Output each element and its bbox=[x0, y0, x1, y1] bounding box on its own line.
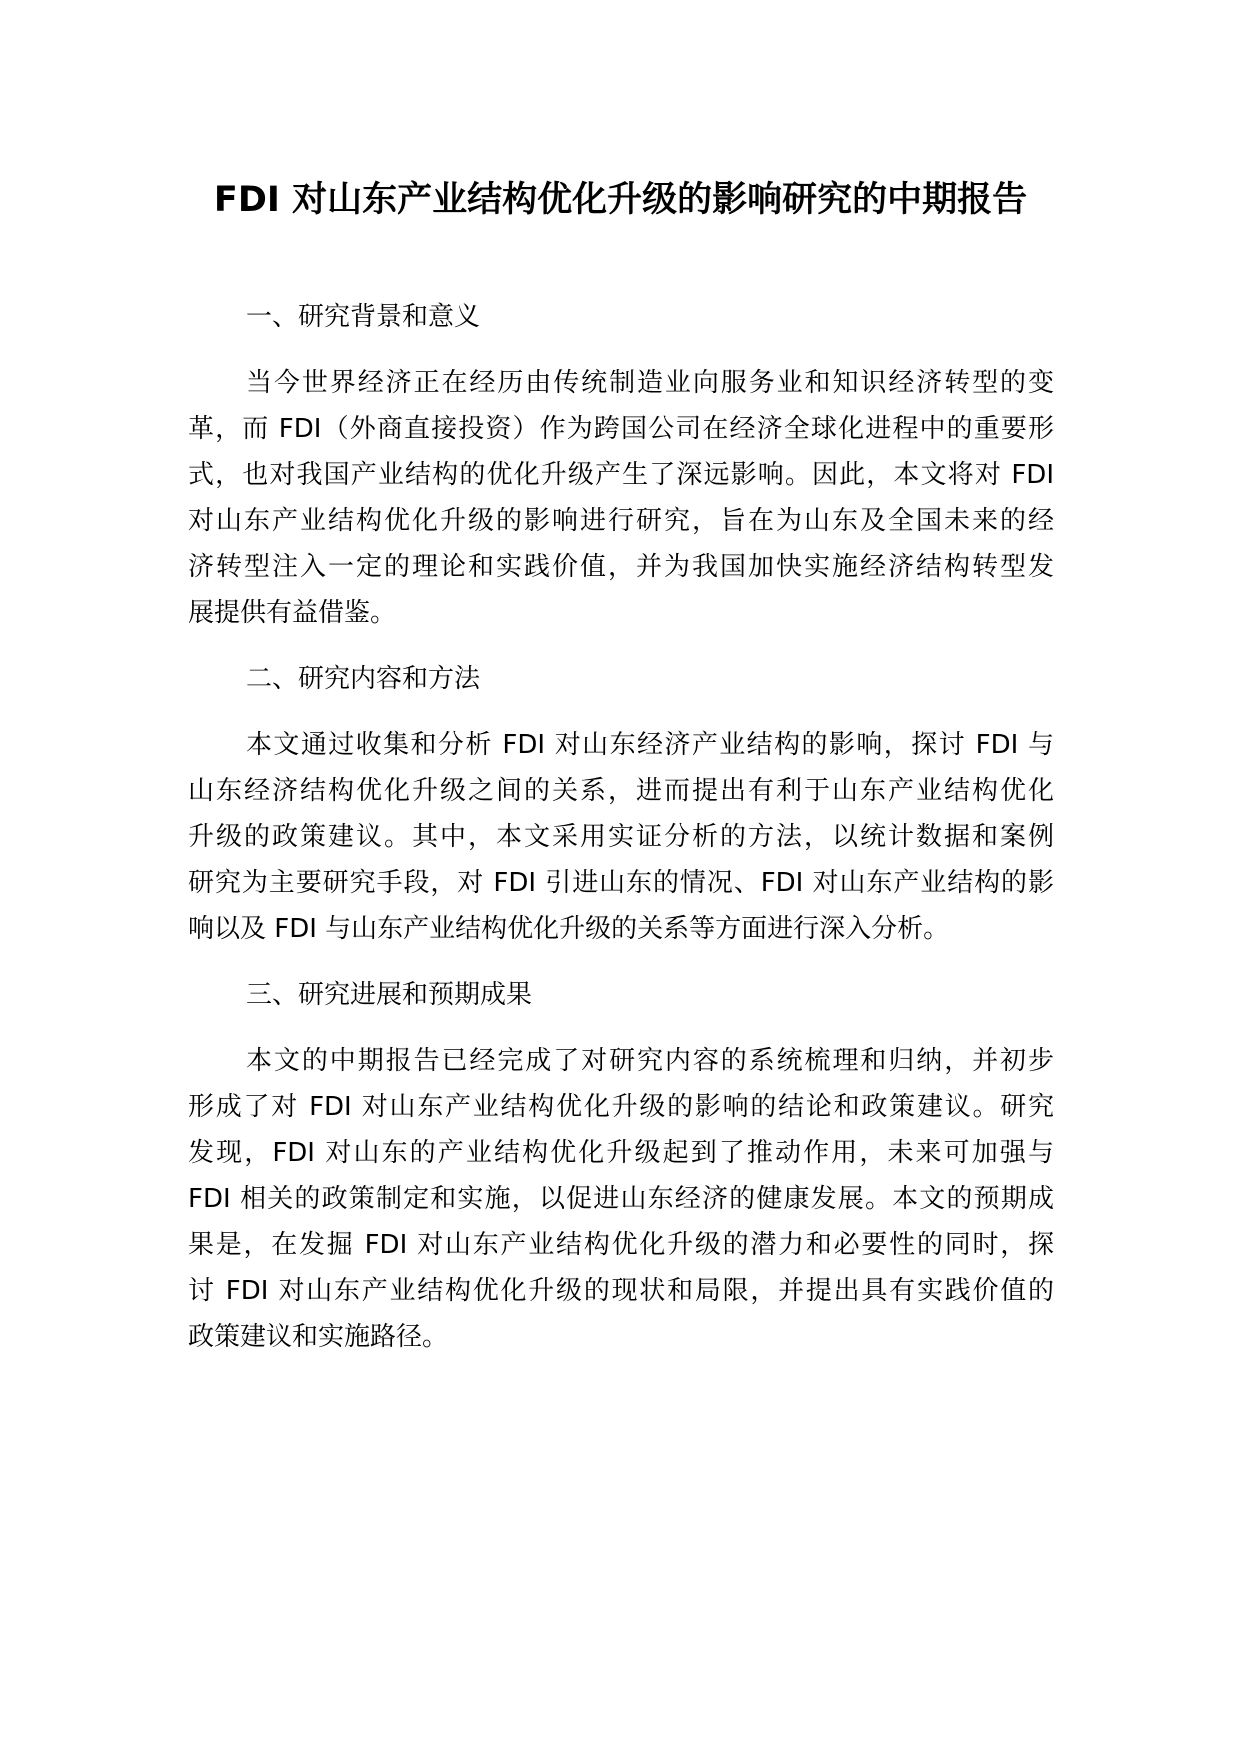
paragraph-line: 响以及 FDI 与山东产业结构优化升级的关系等方面进行深入分析。 bbox=[188, 914, 950, 944]
paragraph-line: 形成了对 FDI 对山东产业结构优化升级的影响的结论和政策建议。研究 bbox=[188, 1092, 1054, 1122]
paragraph-line: 政策建议和实施路径。 bbox=[188, 1322, 449, 1352]
section-paragraph-content-methods bbox=[188, 722, 1054, 952]
document-body bbox=[188, 294, 1054, 1360]
paragraph-line: 升级的政策建议。其中，本文采用实证分析的方法，以统计数据和案例 bbox=[188, 822, 1054, 852]
section-paragraph-progress-results bbox=[188, 1038, 1054, 1360]
paragraph-line: 讨 FDI 对山东产业结构优化升级的现状和局限，并提出具有实践价值的 bbox=[188, 1276, 1054, 1306]
paragraph-line: 式，也对我国产业结构的优化升级产生了深远影响。因此，本文将对 FDI bbox=[188, 460, 1054, 490]
paragraph-line: 当今世界经济正在经历由传统制造业向服务业和知识经济转型的变 bbox=[246, 368, 1054, 398]
paragraph-line: 果是，在发掘 FDI 对山东产业结构优化升级的潜力和必要性的同时，探 bbox=[188, 1230, 1054, 1260]
paragraph-line: 革，而 FDI（外商直接投资）作为跨国公司在经济全球化进程中的重要形 bbox=[188, 414, 1054, 444]
section-heading-content-methods: 二、研究内容和方法 bbox=[246, 664, 481, 694]
paragraph-line: 山东经济结构优化升级之间的关系，进而提出有利于山东产业结构优化 bbox=[188, 776, 1054, 806]
paragraph-line: 对山东产业结构优化升级的影响进行研究，旨在为山东及全国未来的经 bbox=[188, 506, 1054, 536]
paragraph-line: 展提供有益借鉴。 bbox=[188, 598, 397, 628]
section-heading-progress-results: 三、研究进展和预期成果 bbox=[246, 980, 533, 1010]
paragraph-line: 本文的中期报告已经完成了对研究内容的系统梳理和归纳，并初步 bbox=[246, 1046, 1054, 1076]
paragraph-line: FDI 相关的政策制定和实施，以促进山东经济的健康发展。本文的预期成 bbox=[188, 1184, 1054, 1214]
section-heading-background: 一、研究背景和意义 bbox=[246, 302, 481, 332]
paragraph-line: 本文通过收集和分析 FDI 对山东经济产业结构的影响，探讨 FDI 与 bbox=[246, 730, 1054, 760]
section-paragraph-background bbox=[188, 360, 1054, 636]
paragraph-line: 济转型注入一定的理论和实践价值，并为我国加快实施经济结构转型发 bbox=[188, 552, 1054, 582]
paragraph-line: 发现，FDI 对山东的产业结构优化升级起到了推动作用，未来可加强与 bbox=[188, 1138, 1054, 1168]
document-title: FDI 对山东产业结构优化升级的影响研究的中期报告 bbox=[213, 180, 1028, 220]
paragraph-line: 研究为主要研究手段，对 FDI 引进山东的情况、FDI 对山东产业结构的影 bbox=[188, 868, 1054, 898]
